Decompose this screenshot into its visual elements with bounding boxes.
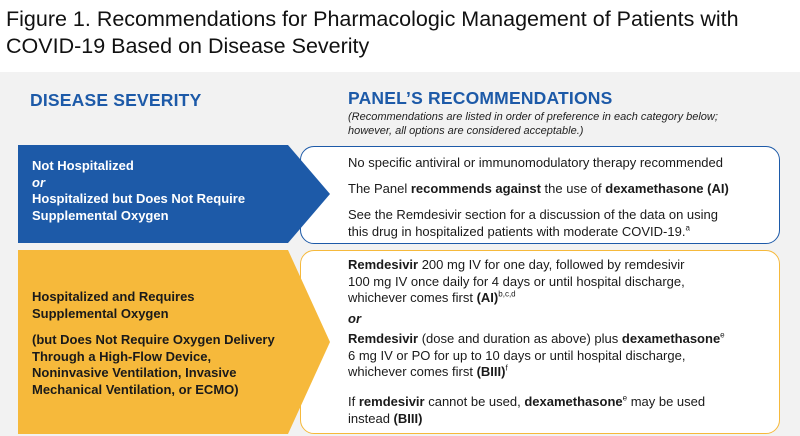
severity-2-line-6: Mechanical Ventilation, or ECMO)	[32, 381, 239, 397]
rec-2-c-line-1	[348, 394, 778, 411]
rec-2-c-pre: If	[348, 394, 359, 409]
severity-1-line-2: Hospitalized but Does Not Require	[32, 191, 246, 206]
rec-2-b-bold-2: dexamethasone	[621, 331, 721, 346]
footnote-bcd: b,c,d	[498, 289, 516, 299]
rec-2-remdesivir-plus-dexamethasone	[348, 331, 778, 381]
rec-1-c-line-1: See the Remdesivir section for a discussion of the data on using	[348, 207, 718, 222]
rec-1-b-bold-2: dexamethasone (AI)	[605, 181, 729, 196]
rec-2-c-rating: (BIII)	[393, 410, 423, 426]
severity-2-line-3: (but Does Not Require Oxygen Delivery	[32, 332, 275, 347]
rec-1-b-bold-1: recommends against	[410, 181, 541, 196]
rec-2-a-line-3	[348, 290, 778, 307]
rec-1-against-dexamethasone	[348, 181, 778, 198]
rec-2-b-line-1	[348, 331, 778, 348]
severity-2-line-1: Hospitalized and Requires	[32, 289, 195, 304]
rec-2-b-line-3	[348, 364, 778, 381]
rec-2-dexamethasone-alone	[348, 394, 778, 427]
panel-recommendations-header: PANEL’S RECOMMENDATIONS	[348, 88, 613, 108]
rec-2-or-text: or	[348, 311, 361, 326]
severity-2-line-4: Through a High-Flow Device,	[32, 348, 212, 364]
recommendations-note	[348, 110, 768, 138]
rec-2-c-line-2-text: instead	[348, 410, 394, 426]
note-line-1: (Recommendations are listed in order of preference in each category below;	[348, 111, 718, 123]
rec-1-c-line-2: this drug in hospitalized patients with moderate COVID-19.	[348, 223, 686, 239]
rec-2-b-line-2: 6 mg IV or PO for up to 10 days or until hospital discharge,	[348, 347, 686, 363]
rec-2-a-line-1-text: 200 mg IV for one day, followed by remdesivir	[418, 257, 685, 272]
rec-2-c-mid: cannot be used,	[424, 394, 525, 409]
rec-2-a-rating: (AI)	[476, 290, 499, 305]
disease-severity-header: DISEASE SEVERITY	[30, 90, 202, 110]
rec-2-b-line-3-text: whichever comes first	[348, 364, 477, 379]
footnote-a: a	[685, 223, 690, 233]
rec-2-remdesivir	[348, 257, 778, 307]
figure-title	[6, 6, 796, 60]
rec-2-or	[348, 311, 778, 328]
rec-2-a-line-3-text: whichever comes first	[348, 290, 477, 305]
figure-title-line-1: Figure 1. Recommendations for Pharmacologic Management of Patients with	[6, 7, 739, 31]
severity-2-line-2: Supplemental Oxygen	[32, 305, 169, 321]
rec-1-b-mid: the use of	[540, 181, 606, 196]
rec-2-b-rating: (BIII)	[476, 364, 506, 379]
severity-requires-oxygen	[32, 289, 302, 398]
rec-1-b-pre: The Panel	[348, 181, 411, 196]
rec-2-a-line-1	[348, 257, 778, 274]
severity-1-line-3: Supplemental Oxygen	[32, 207, 169, 223]
rec-2-b-mid: (dose and duration as above) plus	[418, 331, 622, 346]
rec-2-a-bold: Remdesivir	[348, 257, 419, 272]
rec-1-c-line-2-wrap	[348, 224, 778, 241]
rec-1-no-therapy: No specific antiviral or immunomodulatory therapy recommended	[348, 155, 723, 170]
rec-2-a-line-2: 100 mg IV once daily for 4 days or until hospital discharge,	[348, 273, 685, 289]
rec-2-c-post: may be used	[627, 394, 706, 409]
note-line-2: however, all options are considered acceptable.)	[348, 125, 584, 137]
footnote-f: f	[505, 363, 508, 373]
severity-not-hospitalized	[32, 158, 282, 224]
rec-2-c-bold-2: dexamethasone	[524, 394, 623, 409]
severity-1-or: or	[32, 174, 45, 190]
footnote-e: e	[720, 330, 725, 340]
severity-2-line-5: Noninvasive Ventilation, Invasive	[32, 365, 237, 380]
severity-1-line-1: Not Hospitalized	[32, 158, 134, 173]
rec-2-c-line-2	[348, 411, 778, 428]
footnote-e-2: e	[622, 393, 628, 403]
figure-title-line-2: COVID-19 Based on Disease Severity	[6, 34, 370, 58]
rec-1-remdesivir-section	[348, 207, 778, 240]
rec-2-b-bold-1: Remdesivir	[348, 331, 419, 346]
rec-2-c-bold-1: remdesivir	[358, 394, 425, 409]
